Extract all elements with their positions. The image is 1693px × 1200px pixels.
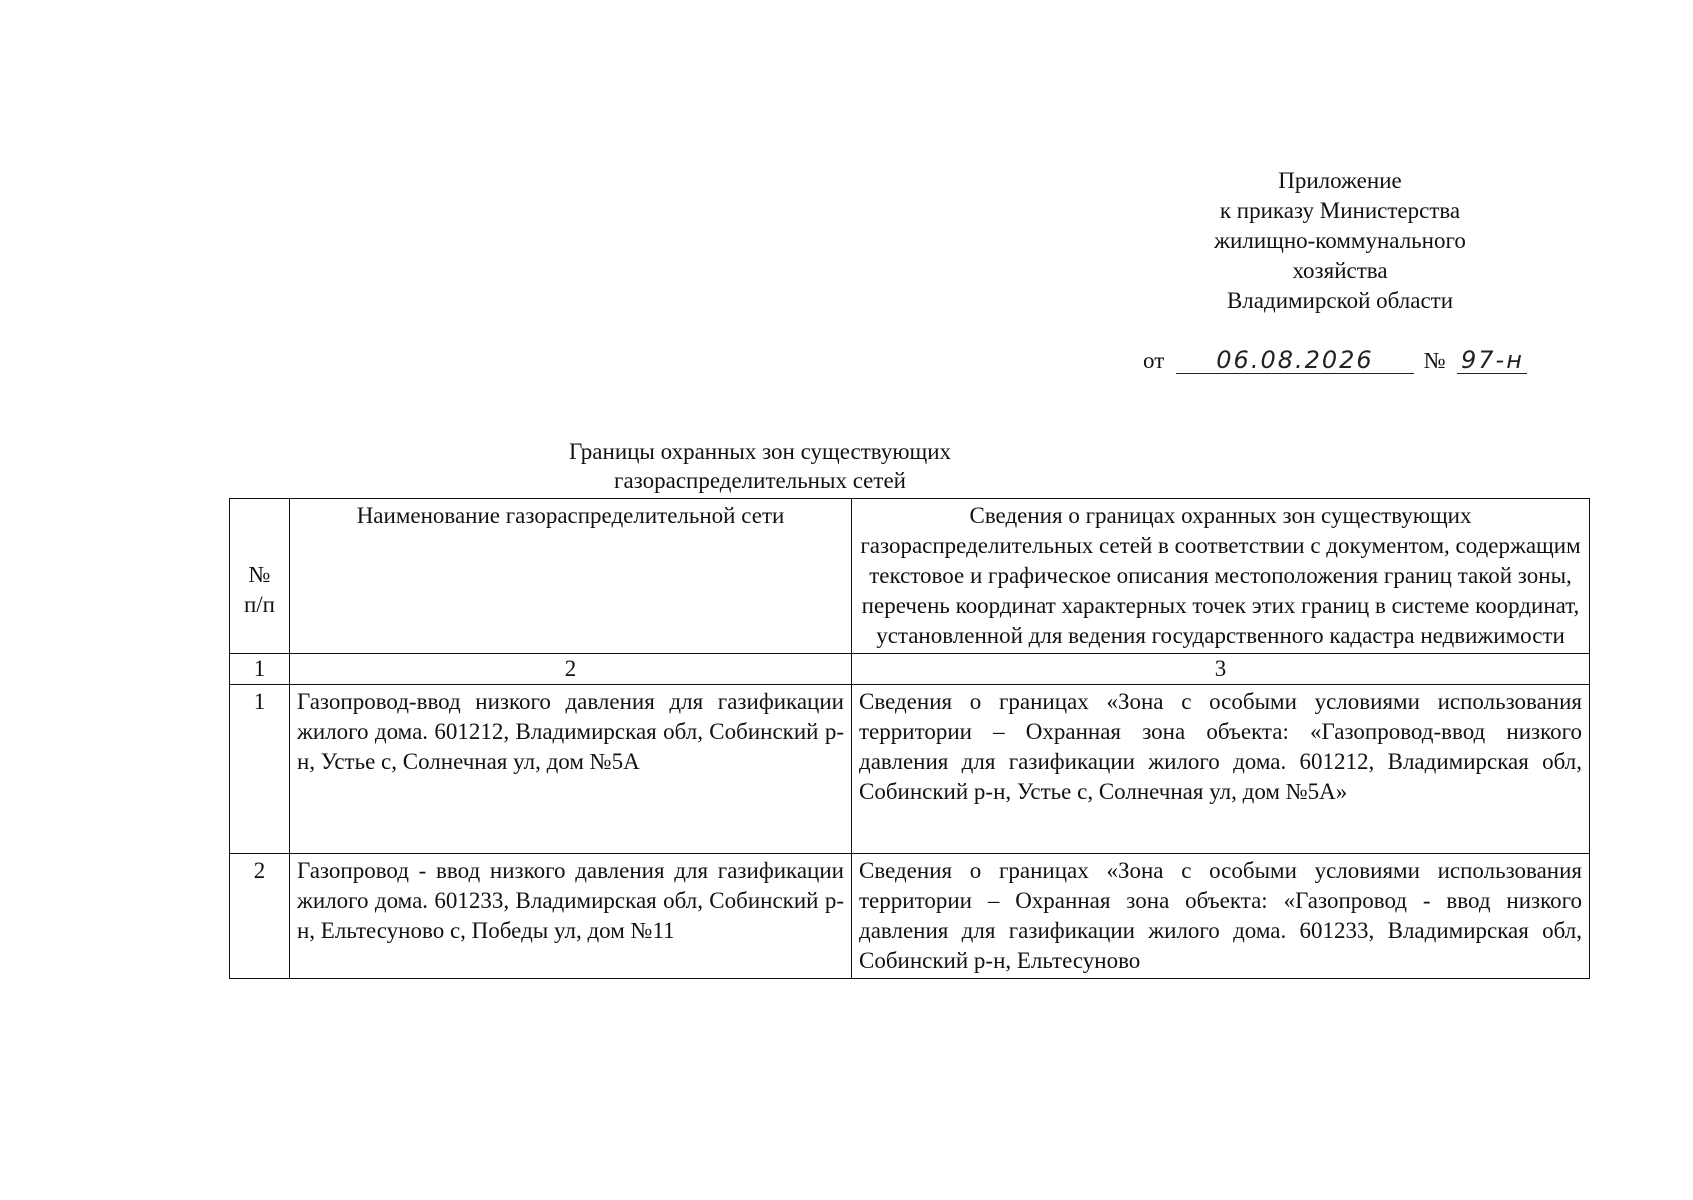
header-info: Сведения о границах охранных зон существующих газораспределительных сетей в соответствии с документом, содержащим текстовое и графическое описания местоположения границ такой зоны, перечень координат характерных точек этих границ в системе координат, установленной для ведения государственного кадастра недвижимости	[852, 499, 1590, 654]
row-info: Сведения о границах «Зона с особыми условиями использования территории – Охранная зона объекта: «Газопровод-ввод низкого давления для газификации жилого дома. 601212, Владимирская обл, Собинский р-н, Устье с, Солнечная ул, дом №5А»	[852, 685, 1590, 854]
row-num: 2	[230, 854, 290, 979]
appendix-line: хозяйства	[1292, 258, 1388, 283]
column-index: 3	[852, 654, 1590, 685]
column-index: 2	[290, 654, 852, 685]
order-date-handwritten: 06.08.2026	[1176, 347, 1414, 374]
column-index: 1	[230, 654, 290, 685]
order-number-handwritten: 97-н	[1457, 347, 1527, 374]
table-title-line: газораспределительных сетей	[614, 468, 906, 493]
row-name: Газопровод-ввод низкого давления для газификации жилого дома. 601212, Владимирская обл, Собинский р-н, Устье с, Солнечная ул, дом №5А	[290, 685, 852, 854]
table-row	[230, 685, 1590, 854]
order-reference	[1143, 346, 1527, 376]
row-num: 1	[230, 685, 290, 854]
appendix-line: Приложение	[1278, 168, 1402, 193]
order-from-label: от	[1143, 348, 1165, 373]
appendix-line: жилищно-коммунального	[1214, 228, 1466, 253]
appendix-line: к приказу Министерства	[1219, 198, 1461, 223]
header-name: Наименование газораспределительной сети	[290, 499, 852, 654]
order-number-sign: №	[1423, 348, 1446, 373]
appendix-line: Владимирской области	[1226, 288, 1454, 313]
row-name: Газопровод - ввод низкого давления для газификации жилого дома. 601233, Владимирская обл, Собинский р-н, Ельтесуново с, Победы ул, дом №11	[290, 854, 852, 979]
row-info: Сведения о границах «Зона с особыми условиями использования территории – Охранная зона объекта: «Газопровод - ввод низкого давления для газификации жилого дома. 601233, Владимирская обл, Собинский р-н, Ельтесуново	[852, 854, 1590, 979]
table-row	[230, 854, 1590, 979]
protection-zones-table	[229, 498, 1590, 979]
table-header-row	[230, 499, 1590, 654]
table-title	[530, 437, 990, 495]
appendix-heading	[1150, 166, 1530, 316]
header-num: № п/п	[230, 499, 290, 654]
column-index-row	[230, 654, 1590, 685]
table-title-line: Границы охранных зон существующих	[568, 439, 952, 464]
